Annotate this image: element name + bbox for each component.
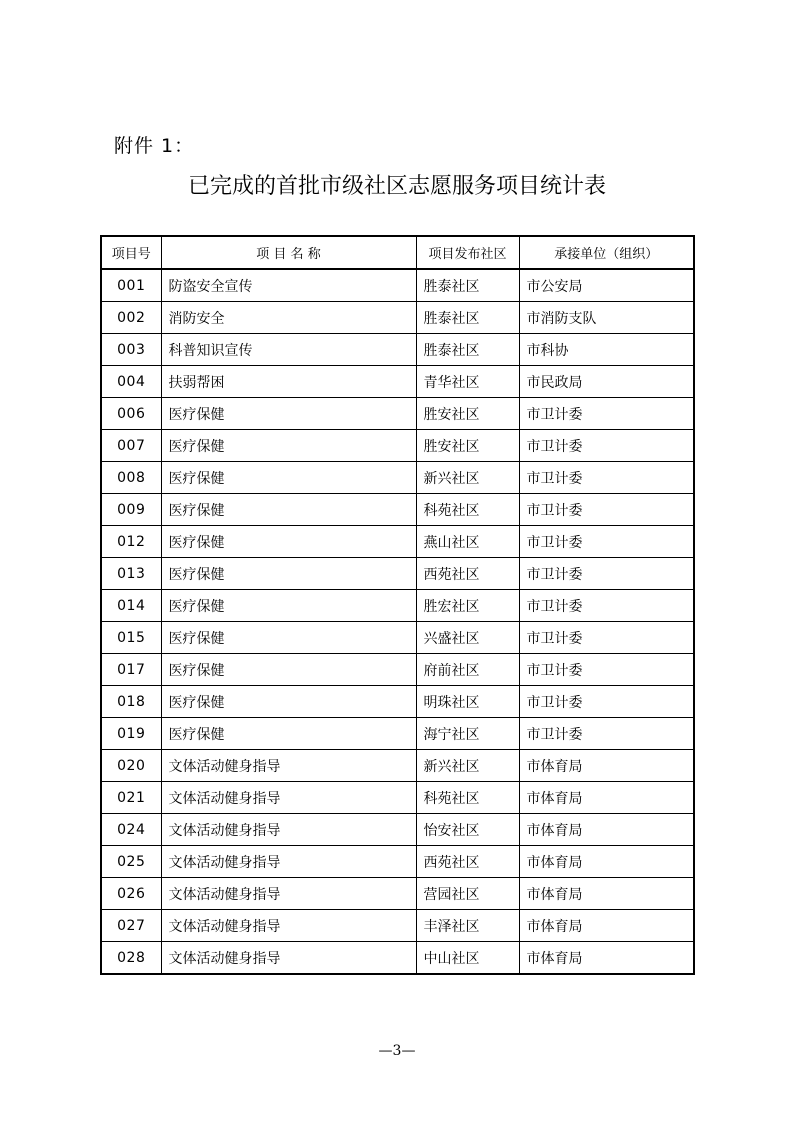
cell-unit: 市民政局 bbox=[519, 366, 694, 398]
cell-unit: 市体育局 bbox=[519, 942, 694, 975]
cell-community: 胜安社区 bbox=[416, 398, 519, 430]
table-row bbox=[101, 366, 694, 398]
cell-project-id: 012 bbox=[101, 526, 161, 558]
column-header-name: 项 目 名 称 bbox=[161, 236, 416, 269]
cell-community: 西苑社区 bbox=[416, 558, 519, 590]
cell-community: 怡安社区 bbox=[416, 814, 519, 846]
table-row bbox=[101, 462, 694, 494]
cell-community: 新兴社区 bbox=[416, 750, 519, 782]
cell-project-id: 025 bbox=[101, 846, 161, 878]
annex-label: 附件 1： bbox=[114, 135, 195, 157]
cell-unit: 市体育局 bbox=[519, 814, 694, 846]
cell-unit: 市卫计委 bbox=[519, 430, 694, 462]
cell-community: 燕山社区 bbox=[416, 526, 519, 558]
cell-unit: 市体育局 bbox=[519, 782, 694, 814]
table-row bbox=[101, 910, 694, 942]
cell-project-name: 扶弱帮困 bbox=[161, 366, 416, 398]
cell-community: 胜安社区 bbox=[416, 430, 519, 462]
cell-project-id: 017 bbox=[101, 654, 161, 686]
cell-project-name: 医疗保健 bbox=[161, 430, 416, 462]
cell-project-id: 003 bbox=[101, 334, 161, 366]
cell-community: 科苑社区 bbox=[416, 782, 519, 814]
cell-unit: 市卫计委 bbox=[519, 494, 694, 526]
cell-project-name: 医疗保健 bbox=[161, 558, 416, 590]
table-row bbox=[101, 942, 694, 975]
cell-unit: 市卫计委 bbox=[519, 590, 694, 622]
cell-unit: 市科协 bbox=[519, 334, 694, 366]
table-row bbox=[101, 334, 694, 366]
cell-community: 胜泰社区 bbox=[416, 334, 519, 366]
cell-project-id: 028 bbox=[101, 942, 161, 975]
cell-project-name: 医疗保健 bbox=[161, 622, 416, 654]
cell-community: 丰泽社区 bbox=[416, 910, 519, 942]
cell-project-id: 020 bbox=[101, 750, 161, 782]
cell-project-id: 018 bbox=[101, 686, 161, 718]
cell-project-name: 医疗保健 bbox=[161, 398, 416, 430]
table-row bbox=[101, 622, 694, 654]
cell-community: 府前社区 bbox=[416, 654, 519, 686]
cell-unit: 市卫计委 bbox=[519, 654, 694, 686]
cell-project-name: 医疗保健 bbox=[161, 462, 416, 494]
cell-project-name: 医疗保健 bbox=[161, 494, 416, 526]
cell-project-id: 002 bbox=[101, 302, 161, 334]
cell-unit: 市公安局 bbox=[519, 269, 694, 302]
cell-project-id: 009 bbox=[101, 494, 161, 526]
cell-community: 西苑社区 bbox=[416, 846, 519, 878]
cell-project-id: 021 bbox=[101, 782, 161, 814]
cell-project-id: 007 bbox=[101, 430, 161, 462]
table-row bbox=[101, 430, 694, 462]
cell-project-id: 008 bbox=[101, 462, 161, 494]
cell-unit: 市卫计委 bbox=[519, 398, 694, 430]
table-row bbox=[101, 686, 694, 718]
cell-community: 新兴社区 bbox=[416, 462, 519, 494]
cell-project-id: 013 bbox=[101, 558, 161, 590]
document-title: 已完成的首批市级社区志愿服务项目统计表 bbox=[187, 174, 606, 199]
cell-unit: 市卫计委 bbox=[519, 526, 694, 558]
table-row bbox=[101, 782, 694, 814]
page-number: —3— bbox=[378, 1043, 416, 1059]
cell-project-name: 文体活动健身指导 bbox=[161, 846, 416, 878]
cell-community: 明珠社区 bbox=[416, 686, 519, 718]
cell-unit: 市消防支队 bbox=[519, 302, 694, 334]
cell-unit: 市卫计委 bbox=[519, 718, 694, 750]
cell-project-name: 文体活动健身指导 bbox=[161, 878, 416, 910]
cell-project-id: 024 bbox=[101, 814, 161, 846]
cell-unit: 市卫计委 bbox=[519, 686, 694, 718]
cell-community: 中山社区 bbox=[416, 942, 519, 975]
table-row bbox=[101, 750, 694, 782]
cell-unit: 市卫计委 bbox=[519, 622, 694, 654]
cell-project-name: 医疗保健 bbox=[161, 526, 416, 558]
cell-project-id: 001 bbox=[101, 269, 161, 302]
cell-unit: 市体育局 bbox=[519, 750, 694, 782]
column-header-unit: 承接单位（组织） bbox=[519, 236, 694, 269]
table-row bbox=[101, 878, 694, 910]
table-row bbox=[101, 814, 694, 846]
cell-project-name: 文体活动健身指导 bbox=[161, 942, 416, 975]
table-row bbox=[101, 269, 694, 302]
cell-project-id: 026 bbox=[101, 878, 161, 910]
table-row bbox=[101, 526, 694, 558]
project-table bbox=[100, 235, 695, 975]
cell-project-id: 006 bbox=[101, 398, 161, 430]
cell-unit: 市体育局 bbox=[519, 910, 694, 942]
cell-community: 胜泰社区 bbox=[416, 269, 519, 302]
cell-project-name: 医疗保健 bbox=[161, 686, 416, 718]
cell-project-id: 027 bbox=[101, 910, 161, 942]
table-body bbox=[101, 269, 694, 974]
cell-project-name: 医疗保健 bbox=[161, 718, 416, 750]
cell-unit: 市卫计委 bbox=[519, 462, 694, 494]
cell-unit: 市体育局 bbox=[519, 846, 694, 878]
cell-project-id: 014 bbox=[101, 590, 161, 622]
table-row bbox=[101, 590, 694, 622]
table-row bbox=[101, 558, 694, 590]
cell-project-name: 防盗安全宣传 bbox=[161, 269, 416, 302]
column-header-id: 项目号 bbox=[101, 236, 161, 269]
table-header-row bbox=[101, 236, 694, 269]
cell-project-id: 015 bbox=[101, 622, 161, 654]
table-row bbox=[101, 846, 694, 878]
cell-community: 胜泰社区 bbox=[416, 302, 519, 334]
cell-project-id: 004 bbox=[101, 366, 161, 398]
cell-project-name: 医疗保健 bbox=[161, 590, 416, 622]
cell-unit: 市卫计委 bbox=[519, 558, 694, 590]
cell-community: 胜宏社区 bbox=[416, 590, 519, 622]
cell-project-name: 文体活动健身指导 bbox=[161, 750, 416, 782]
cell-project-id: 019 bbox=[101, 718, 161, 750]
cell-community: 兴盛社区 bbox=[416, 622, 519, 654]
cell-community: 海宁社区 bbox=[416, 718, 519, 750]
cell-project-name: 文体活动健身指导 bbox=[161, 782, 416, 814]
cell-project-name: 医疗保健 bbox=[161, 654, 416, 686]
column-header-community: 项目发布社区 bbox=[416, 236, 519, 269]
cell-project-name: 科普知识宣传 bbox=[161, 334, 416, 366]
cell-community: 青华社区 bbox=[416, 366, 519, 398]
cell-project-name: 文体活动健身指导 bbox=[161, 814, 416, 846]
table-row bbox=[101, 494, 694, 526]
cell-project-name: 文体活动健身指导 bbox=[161, 910, 416, 942]
cell-project-name: 消防安全 bbox=[161, 302, 416, 334]
cell-community: 科苑社区 bbox=[416, 494, 519, 526]
table-row bbox=[101, 718, 694, 750]
table-row bbox=[101, 302, 694, 334]
cell-unit: 市体育局 bbox=[519, 878, 694, 910]
cell-community: 营园社区 bbox=[416, 878, 519, 910]
table-row bbox=[101, 654, 694, 686]
table-row bbox=[101, 398, 694, 430]
